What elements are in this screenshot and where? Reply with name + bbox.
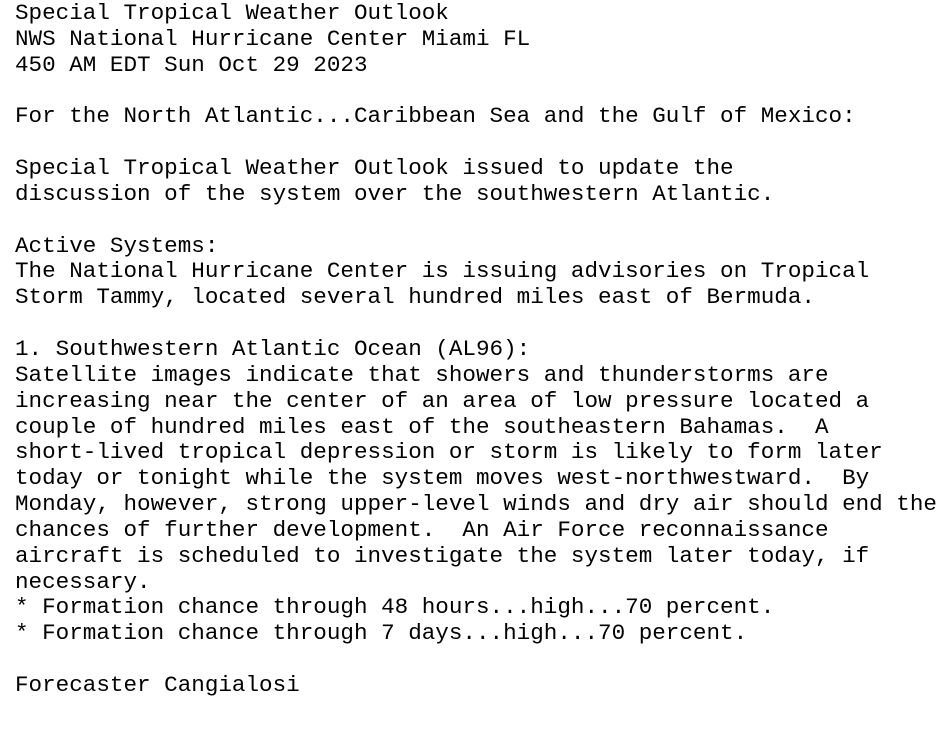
system-1-line: today or tonight while the system moves west-northwestward. By <box>15 465 870 492</box>
system-1-line: increasing near the center of an area of low pressure located a <box>15 387 870 414</box>
system-1-line: necessary. <box>15 568 151 595</box>
outlook-title: Special Tropical Weather Outlook <box>15 0 449 26</box>
system-1-line: Satellite images indicate that showers and thunderstorms are <box>15 361 829 388</box>
system-1-line: Monday, however, strong upper-level winds and dry air should end the <box>15 491 937 518</box>
active-systems-line: The National Hurricane Center is issuing advisories on Tropical <box>15 258 870 285</box>
system-1-line: aircraft is scheduled to investigate the system later today, if <box>15 542 870 569</box>
system-1-line: short-lived tropical depression or storm is likely to form later <box>15 439 883 466</box>
blank-line <box>15 647 950 673</box>
purpose-line: Special Tropical Weather Outlook issued to update the <box>15 155 734 182</box>
issuing-office: NWS National Hurricane Center Miami FL <box>15 25 531 52</box>
system-1-line: chances of further development. An Air Force reconnaissance <box>15 516 829 543</box>
system-1-line: couple of hundred miles east of the southeastern Bahamas. A <box>15 413 829 440</box>
forecaster-signature: Forecaster Cangialosi <box>15 671 300 698</box>
active-systems-line: Storm Tammy, located several hundred miles east of Bermuda. <box>15 284 815 311</box>
blank-line <box>15 130 950 156</box>
formation-chance-7d: * Formation chance through 7 days...high...70 percent. <box>15 620 748 647</box>
system-1-heading: 1. Southwestern Atlantic Ocean (AL96): <box>15 335 531 362</box>
blank-line <box>15 208 950 234</box>
active-systems-heading: Active Systems: <box>15 232 219 259</box>
purpose-line: discussion of the system over the southwestern Atlantic. <box>15 180 775 207</box>
blank-line <box>15 311 950 337</box>
issue-time: 450 AM EDT Sun Oct 29 2023 <box>15 51 368 78</box>
formation-chance-48h: * Formation chance through 48 hours...high...70 percent. <box>15 594 775 621</box>
scope-line: For the North Atlantic...Caribbean Sea and the Gulf of Mexico: <box>15 103 856 130</box>
blank-line <box>15 79 950 105</box>
